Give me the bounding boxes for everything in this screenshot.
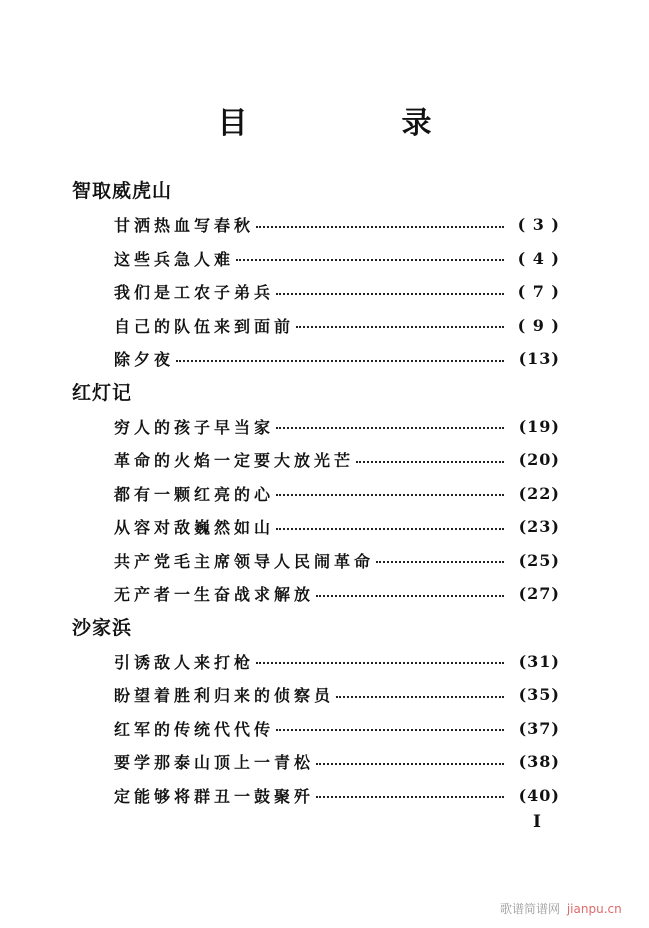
- entry-title: 都有一颗红亮的心: [114, 484, 275, 504]
- toc-entry: [114, 678, 560, 712]
- toc-entry: [114, 544, 560, 578]
- dot-leader: [276, 293, 504, 295]
- watermark-url: jianpu.cn: [566, 902, 622, 916]
- entry-page-number: (23): [518, 517, 560, 537]
- dot-leader: [176, 360, 504, 362]
- entry-title: 这些兵急人难: [114, 249, 235, 269]
- entry-title: 除夕夜: [114, 350, 175, 370]
- entry-page-number: (27): [518, 584, 560, 604]
- watermark-text: 歌谱简谱网: [500, 902, 561, 916]
- toc-section: [0, 376, 649, 611]
- dot-leader: [256, 226, 504, 228]
- entry-page-number: (31): [518, 651, 560, 671]
- entry-page-number: (22): [518, 483, 560, 503]
- toc-entry: [114, 208, 560, 242]
- entry-title: 革命的火焰一定要大放光芒: [114, 451, 355, 471]
- entry-page-number: (38): [518, 752, 560, 772]
- entry-title: 定能够将群丑一鼓聚歼: [114, 786, 315, 806]
- section-title: 沙家浜: [72, 616, 133, 639]
- dot-leader: [376, 561, 504, 563]
- dot-leader: [276, 528, 504, 530]
- toc-section: [0, 174, 649, 376]
- toc-entry: [114, 443, 560, 477]
- entry-page-number: (35): [518, 685, 560, 705]
- toc-entry: [114, 242, 560, 276]
- dot-leader: [276, 427, 504, 429]
- entry-title: 自己的队伍来到面前: [114, 316, 295, 336]
- table-of-contents: [0, 174, 649, 812]
- section-title: 智取威虎山: [72, 180, 173, 202]
- toc-entry: [114, 410, 560, 444]
- toc-entry: [114, 712, 560, 746]
- dot-leader: [296, 326, 504, 328]
- entry-page-number: ( 7 ): [517, 282, 560, 302]
- toc-entry: [114, 309, 560, 343]
- dot-leader: [316, 763, 504, 765]
- entry-page-number: (20): [518, 450, 560, 470]
- entry-page-number: (19): [518, 416, 560, 436]
- dot-leader: [276, 729, 504, 731]
- toc-entry: [114, 645, 560, 679]
- dot-leader: [276, 494, 504, 496]
- toc-entry: [114, 510, 560, 544]
- dot-leader: [356, 461, 504, 463]
- toc-entry: [114, 779, 560, 813]
- dot-leader: [316, 796, 504, 798]
- entry-page-number: ( 9 ): [517, 315, 560, 335]
- toc-entry: [114, 477, 560, 511]
- entry-title: 穷人的孩子早当家: [114, 417, 275, 437]
- entry-title: 引诱敌人来打枪: [114, 652, 255, 672]
- entry-title: 共产党毛主席领导人民闹革命: [114, 551, 375, 571]
- entry-title: 盼望着胜利归来的侦察员: [114, 686, 335, 706]
- entry-title: 红军的传统代代传: [114, 719, 275, 739]
- dot-leader: [256, 662, 504, 664]
- watermark: [500, 900, 622, 917]
- page-number: I: [533, 812, 541, 832]
- toc-entry: [114, 342, 560, 376]
- entry-title: 要学那泰山顶上一青松: [114, 753, 315, 773]
- entry-title: 无产者一生奋战求解放: [114, 585, 315, 605]
- toc-section: [0, 611, 649, 813]
- entry-page-number: (13): [518, 349, 560, 369]
- entry-title: 从容对敌巍然如山: [114, 518, 275, 538]
- dot-leader: [316, 595, 504, 597]
- entry-page-number: ( 3 ): [517, 215, 560, 235]
- entry-page-number: ( 4 ): [517, 248, 560, 268]
- entry-page-number: (40): [518, 785, 560, 805]
- dot-leader: [236, 259, 504, 261]
- entry-title: 甘洒热血写春秋: [114, 216, 255, 236]
- entry-page-number: (25): [518, 550, 560, 570]
- toc-entry: [114, 745, 560, 779]
- toc-entry: [114, 577, 560, 611]
- dot-leader: [336, 696, 504, 698]
- entry-title: 我们是工农子弟兵: [114, 283, 275, 303]
- page-title: 目 录: [217, 106, 494, 141]
- entry-page-number: (37): [518, 718, 560, 738]
- section-title: 红灯记: [72, 381, 133, 404]
- toc-entry: [114, 275, 560, 309]
